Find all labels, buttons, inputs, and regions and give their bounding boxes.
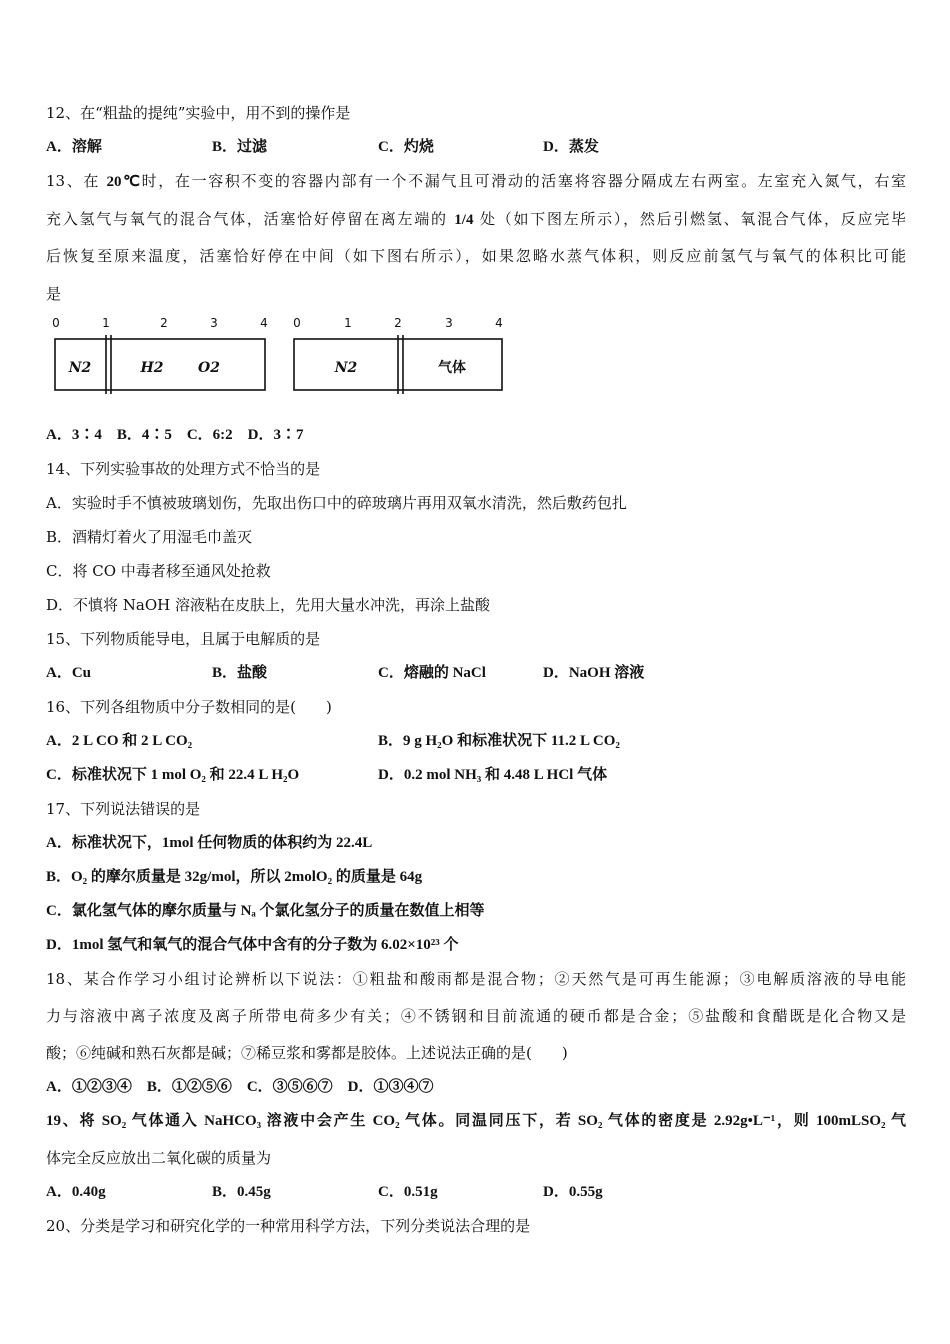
right-tick-3: 3 <box>445 316 453 330</box>
q12-stem: 12、在“粗盐的提纯”实验中，用不到的操作是 <box>46 104 351 122</box>
q12-option-a: A．溶解 <box>46 139 102 155</box>
q17-option-a: A．标准状况下，1mol 任何物质的体积约为 22.4L <box>46 835 373 851</box>
q15-stem: 15、下列物质能导电，且属于电解质的是 <box>46 630 321 648</box>
left-n2-label: N2 <box>68 360 92 376</box>
q20-stem: 20、分类是学习和研究化学的一种常用科学方法，下列分类说法合理的是 <box>46 1217 531 1235</box>
left-tick-1: 1 <box>102 316 110 330</box>
q17-option-b: B．O₂ 的摩尔质量是 32g/mol，所以 2molO₂ 的质量是 64g <box>46 869 423 885</box>
left-tick-0: 0 <box>52 316 60 330</box>
q14-stem: 14、下列实验事故的处理方式不恰当的是 <box>46 460 321 478</box>
q19-line2: 体完全反应放出二氧化碳的质量为 <box>46 1149 272 1167</box>
q18-line1: 18、某合作学习小组讨论辨析以下说法：①粗盐和酸雨都是混合物；②天然气是可再生能源；③电解质溶液的导电能 <box>46 970 906 988</box>
q14-option-d: D．不慎将 NaOH 溶液粘在皮肤上，先用大量水冲洗，再涂上盐酸 <box>46 596 491 614</box>
q19-option-a: A．0.40g <box>46 1184 106 1200</box>
right-tick-4: 4 <box>495 316 503 330</box>
right-n2-label: N2 <box>334 360 358 376</box>
q13-line3: 后恢复至原来温度，活塞恰好停在中间（如下图右所示），如果忽略水蒸气体积，则反应前氢气与氧气的体积比可能 <box>46 247 906 265</box>
q13-piston-diagram <box>46 314 516 396</box>
right-tick-1: 1 <box>344 316 352 330</box>
q12-option-b: B．过滤 <box>212 139 268 155</box>
q16-stem: 16、下列各组物质中分子数相同的是( ) <box>46 698 332 716</box>
q19-option-d: D．0.55g <box>543 1184 603 1200</box>
q18-line3: 酸；⑥纯碱和熟石灰都是碱；⑦稀豆浆和雾都是胶体。上述说法正确的是( ) <box>46 1044 568 1062</box>
q18-options: A．①②③④ B．①②⑤⑥ C．③⑤⑥⑦ D．①③④⑦ <box>46 1079 434 1095</box>
q12-option-d: D．蒸发 <box>543 139 599 155</box>
q15-option-d: D．NaOH 溶液 <box>543 665 645 681</box>
right-tick-0: 0 <box>293 316 301 330</box>
q16-option-d: D．0.2 mol NH₃ 和 4.48 L HCl 气体 <box>378 767 608 783</box>
q13-line4: 是 <box>46 285 62 303</box>
q18-line2: 力与溶液中离子浓度及离子所带电荷多少有关；④不锈钢和目前流通的硬币都是合金；⑤盐酸和食醋既是化合物又是 <box>46 1007 906 1025</box>
q19-option-c: C．0.51g <box>378 1184 438 1200</box>
q16-option-a: A．2 L CO 和 2 L CO₂ <box>46 733 193 749</box>
right-tick-2: 2 <box>394 316 402 330</box>
left-tick-3: 3 <box>210 316 218 330</box>
left-h2-label: H2 <box>140 360 164 376</box>
q14-option-b: B．酒精灯着火了用湿毛巾盖灭 <box>46 528 253 546</box>
q13-line2: 充入氢气与氧气的混合气体，活塞恰好停留在离左端的 1/4 处（如下图左所示），然后引燃氢、氧混合气体，反应完毕 <box>46 210 906 228</box>
left-o2-label: O2 <box>198 360 220 376</box>
q15-option-b: B．盐酸 <box>212 665 268 681</box>
left-tick-2: 2 <box>160 316 168 330</box>
q15-option-c: C．熔融的 NaCl <box>378 665 486 681</box>
q14-option-c: C．将 CO 中毒者移至通风处抢救 <box>46 562 271 580</box>
q16-option-b: B．9 g H₂O 和标准状况下 11.2 L CO₂ <box>378 733 620 749</box>
q19-line1: 19、将 SO₂ 气体通入 NaHCO₃ 溶液中会产生 CO₂ 气体。同温同压下，若 SO₂ 气体的密度是 2.92g•L⁻¹，则 100mLSO₂ 气 <box>46 1113 906 1129</box>
q12-option-c: C．灼烧 <box>378 139 434 155</box>
q17-stem: 17、下列说法错误的是 <box>46 800 201 818</box>
q17-option-d: D．1mol 氢气和氧气的混合气体中含有的分子数为 6.02×10²³ 个 <box>46 937 459 953</box>
q13-line1: 13、在 20℃时，在一容积不变的容器内部有一个不漏气且可滑动的活塞将容器分隔成左右两室。左室充入氮气，右室 <box>46 172 906 190</box>
q14-option-a: A．实验时手不慎被玻璃划伤，先取出伤口中的碎玻璃片再用双氧水清洗，然后敷药包扎 <box>46 494 627 512</box>
q17-option-c: C．氯化氢气体的摩尔质量与 Nₐ 个氯化氢分子的质量在数值上相等 <box>46 903 485 919</box>
left-tick-4: 4 <box>260 316 268 330</box>
q16-option-c: C．标准状况下 1 mol O₂ 和 22.4 L H₂O <box>46 767 300 783</box>
q19-option-b: B．0.45g <box>212 1184 271 1200</box>
right-gas-label: 气体 <box>438 360 466 376</box>
q13-options: A．3∶4 B．4∶5 C．6:2 D．3∶7 <box>46 427 304 443</box>
q15-option-a: A．Cu <box>46 665 92 681</box>
